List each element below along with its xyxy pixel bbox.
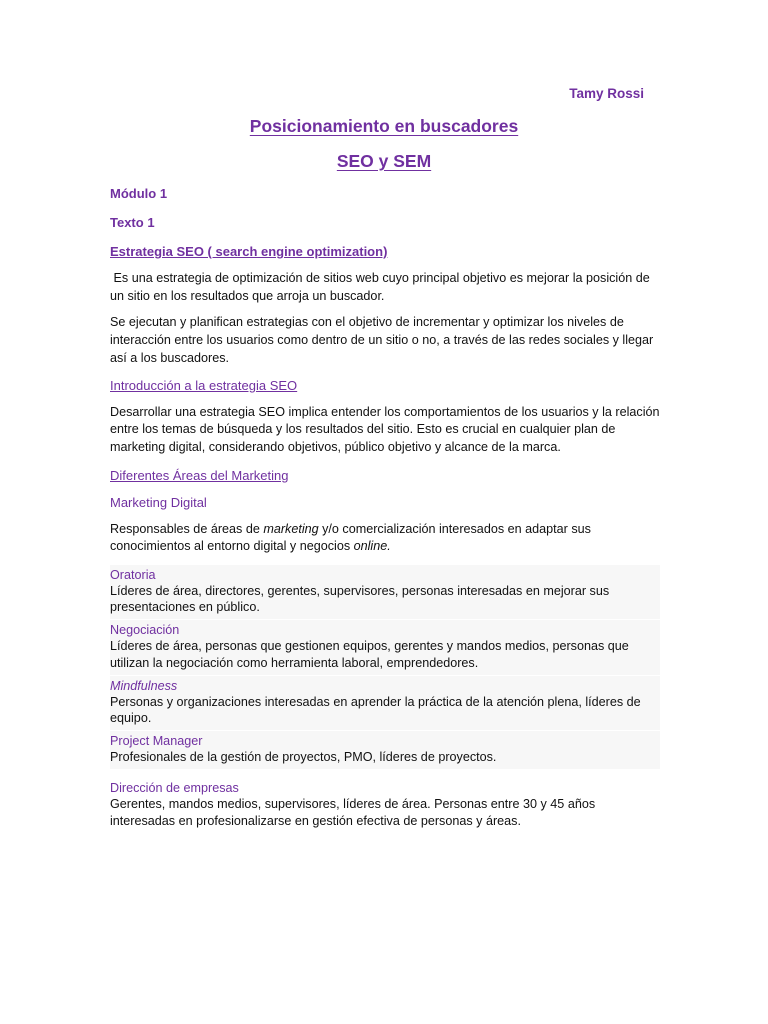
document-title: Posicionamiento en buscadores xyxy=(249,116,519,136)
text-heading: Texto 1 xyxy=(110,215,155,230)
area-description: Personas y organizaciones interesadas en aprender la práctica de la atención plena, líderes de equipo. xyxy=(110,694,641,726)
area-label: Dirección de empresas xyxy=(110,781,239,796)
intro-seo-heading: Introducción a la estrategia SEO xyxy=(110,377,298,393)
area-item-mindfulness xyxy=(110,676,660,730)
module-heading: Módulo 1 xyxy=(110,186,168,201)
area-description: Profesionales de la gestión de proyectos, PMO, líderes de proyectos. xyxy=(110,750,497,765)
seo-strategy-heading: Estrategia SEO ( search engine optimization) xyxy=(110,244,388,259)
intro-paragraph: Desarrollar una estrategia SEO implica entender los comportamientos de los usuarios y la relación entre los temas de búsqueda y los resultados del sitio. Esto es crucial en cualquier plan de marketing digital, considerando objetivos, público objetivo y alcance de la marca. xyxy=(110,404,660,454)
area-item-direccion xyxy=(110,778,660,828)
seo-paragraph-2: Se ejecutan y planifican estrategias con el objetivo de incrementar y optimizar los niveles de interacción entre los usuarios como dentro de un sitio o no, a través de las redes sociales y llegar así a los buscadores. xyxy=(110,315,654,365)
document-subtitle: SEO y SEM xyxy=(336,151,432,171)
area-description: Gerentes, mandos medios, supervisores, líderes de área. Personas entre 30 y 45 años interesadas en profesionalizarse en gestión efectiva de personas y áreas. xyxy=(110,797,596,828)
seo-paragraph-1: Es una estrategia de optimización de sitios web cuyo principal objetivo es mejorar la posición de un sitio en los resultados que arroja un buscador. xyxy=(110,271,650,303)
area-item-project-manager xyxy=(110,731,660,769)
marketing-digital-heading: Marketing Digital xyxy=(110,494,207,510)
area-label: Oratoria xyxy=(110,568,156,583)
area-item-oratoria xyxy=(110,565,660,619)
area-description: Líderes de área, personas que gestionen equipos, gerentes y mandos medios, personas que utilizan la negociación como herramienta laboral, emprendedores. xyxy=(110,639,629,670)
area-description: Líderes de área, directores, gerentes, supervisores, personas interesadas en mejorar sus presentaciones en público. xyxy=(110,584,610,615)
area-item-negociacion xyxy=(110,620,660,674)
author-name: Tamy Rossi xyxy=(569,86,644,101)
area-label: Project Manager xyxy=(110,734,203,749)
marketing-areas-heading: Diferentes Áreas del Marketing xyxy=(110,467,289,483)
document-body xyxy=(110,185,660,829)
marketing-digital-paragraph: Responsables de áreas de marketing y/o comercialización interesados en adaptar sus conocimientos al entorno digital y negocios online. xyxy=(110,521,591,554)
area-label: Negociación xyxy=(110,623,180,638)
area-label: Mindfulness xyxy=(110,678,178,693)
